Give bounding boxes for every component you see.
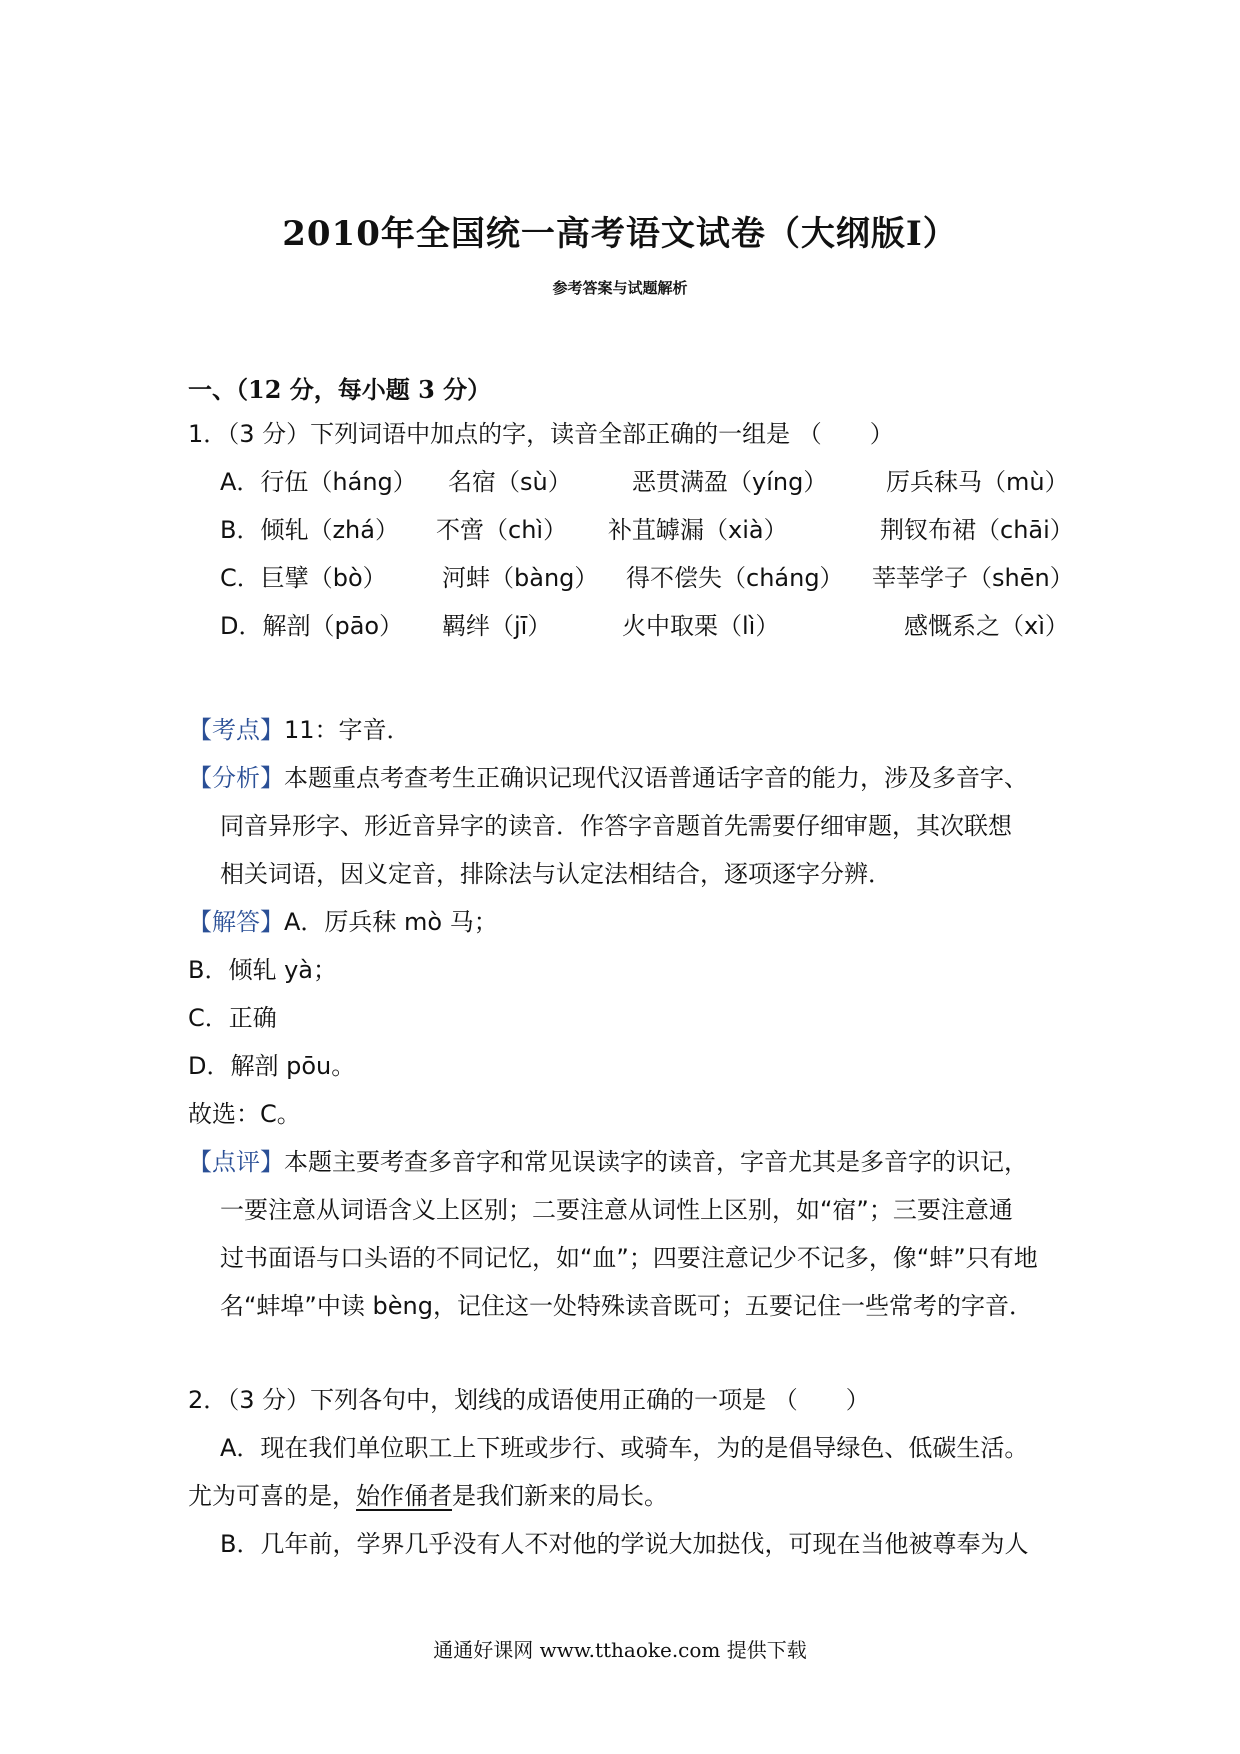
option-b-word-3: 补苴罅漏（xià） [608, 516, 788, 544]
answer-c: C．正确 [188, 1004, 277, 1032]
question-2-option-a-line-1: A．现在我们单位职工上下班或步行、或骑车，为的是倡导绿色、低碳生活。 [220, 1434, 1029, 1462]
document-title: 2010年全国统一高考语文试卷（大纲版Ⅰ） [282, 214, 958, 254]
kaodian-line [188, 714, 411, 746]
fenxi-line-1 [188, 762, 1028, 794]
fenxi-tag: 【分析】 [188, 764, 284, 792]
option-d-word-2: 羁绊（jī） [442, 612, 552, 640]
question-1-stem: 1．（3 分）下列词语中加点的字，读音全部正确的一组是 （ ） [188, 420, 894, 448]
option-a-word-2: 名宿（sù） [448, 468, 572, 496]
question-2-stem: 2．（3 分）下列各句中，划线的成语使用正确的一项是 （ ） [188, 1386, 870, 1414]
option-b-word-4: 荆钗布裙（chāi） [880, 516, 1074, 544]
option-c-word-2: 河蚌（bàng） [442, 564, 599, 592]
answer-b: B．倾轧 yà； [188, 956, 338, 984]
option-d-word-1: D．解剖（pāo） [220, 612, 404, 640]
underlined-idiom: 始作俑者 [356, 1482, 452, 1510]
option-a-text-after: 是我们新来的局长。 [452, 1482, 668, 1510]
option-d-word-3: 火中取栗（lì） [622, 612, 780, 640]
answer-choice: 故选：C。 [188, 1100, 301, 1128]
option-a-word-3: 恶贯满盈（yíng） [632, 468, 828, 496]
option-b-word-1: B．倾轧（zhá） [220, 516, 399, 544]
document-subtitle: 参考答案与试题解析 [552, 279, 688, 297]
page-footer: 通通好课网 www.tthaoke.com 提供下载 [433, 1638, 807, 1662]
dianping-text-2: 一要注意从词语含义上区别；二要注意从词性上区别，如“宿”；三要注意通 [220, 1196, 1013, 1224]
option-b-word-2: 不啻（chì） [436, 516, 568, 544]
jieda-line [188, 906, 498, 938]
jieda-text: A．厉兵秣 mò 马； [284, 908, 498, 936]
fenxi-text-2: 同音异形字、形近音异字的读音．作答字音题首先需要仔细审题，其次联想 [220, 812, 1012, 840]
fenxi-text-3: 相关词语，因义定音，排除法与认定法相结合，逐项逐字分辨． [220, 860, 892, 888]
option-a-word-4: 厉兵秣马（mù） [886, 468, 1069, 496]
option-a-text-before: 尤为可喜的是， [188, 1482, 356, 1510]
jieda-tag: 【解答】 [188, 908, 284, 936]
kaodian-text: 11：字音． [284, 716, 411, 744]
fenxi-text-1: 本题重点考查考生正确识记现代汉语普通话字音的能力，涉及多音字、 [284, 764, 1028, 792]
dianping-text-3: 过书面语与口头语的不同记忆，如“血”；四要注意记少不记多，像“蚌”只有地 [220, 1244, 1038, 1272]
option-a-word-1: A．行伍（háng） [220, 468, 417, 496]
option-d-word-4: 感慨系之（xì） [904, 612, 1069, 640]
question-2-option-a-line-2 [188, 1480, 668, 1512]
dianping-line-1 [188, 1146, 1028, 1178]
option-c-word-1: C．巨擘（bò） [220, 564, 387, 592]
option-c-word-4: 莘莘学子（shēn） [872, 564, 1074, 592]
dianping-text-4: 名“蚌埠”中读 bèng，记住这一处特殊读音既可；五要记住一些常考的字音． [220, 1292, 1033, 1320]
question-2-option-b-line-1: B．几年前，学界几乎没有人不对他的学说大加挞伐，可现在当他被尊奉为人 [220, 1530, 1029, 1558]
section-heading: 一、（12 分，每小题 3 分） [188, 375, 492, 404]
dianping-text-1: 本题主要考查多音字和常见误读字的读音，字音尤其是多音字的识记， [284, 1148, 1028, 1176]
option-c-word-3: 得不偿失（cháng） [626, 564, 844, 592]
kaodian-tag: 【考点】 [188, 716, 284, 744]
answer-d: D．解剖 pōu。 [188, 1052, 356, 1080]
dianping-tag: 【点评】 [188, 1148, 284, 1176]
